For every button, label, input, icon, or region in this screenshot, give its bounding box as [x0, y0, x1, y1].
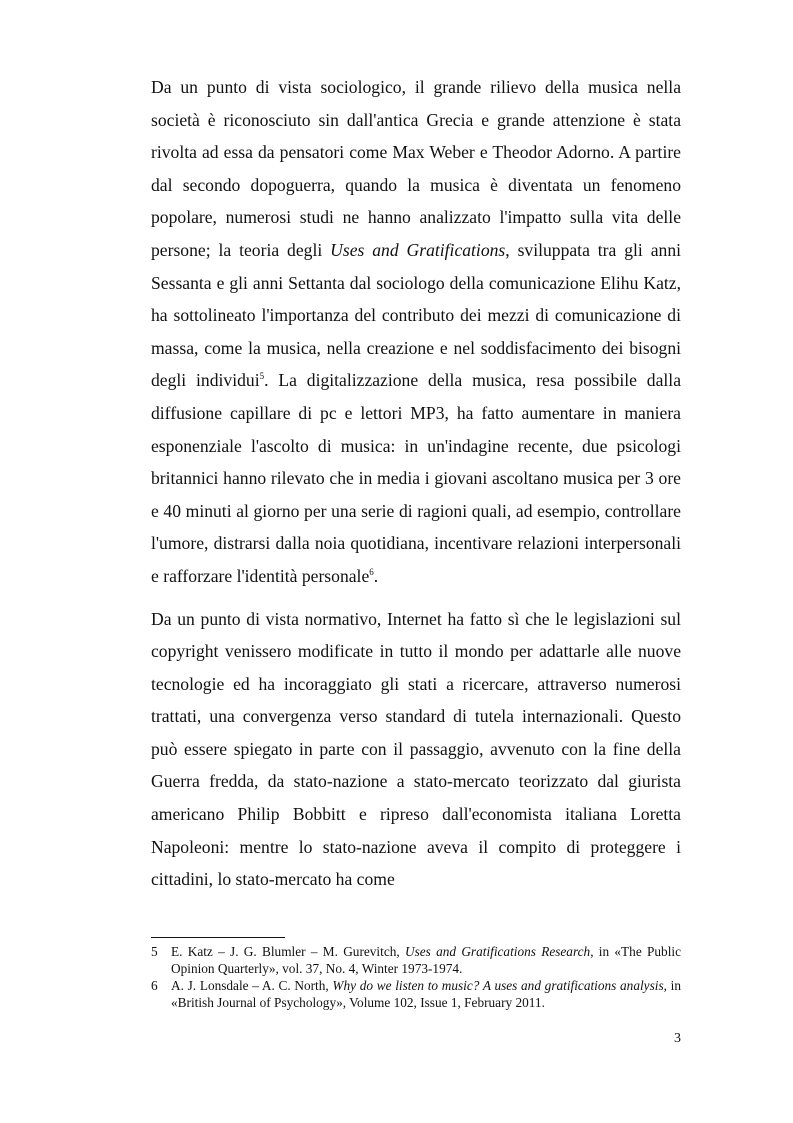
- page-number: 3: [674, 1031, 681, 1046]
- footnotes-section: [151, 937, 681, 1012]
- body-paragraph-2: Da un punto di vista normativo, Internet ha fatto sì che le legislazioni sul copyright venissero modificate in tutto il mondo per adattarle alle nuove tecnologie ed ha incoraggiato gli stati a ricercare, attraverso numerosi trattati, una convergenza verso standard di tutela internazionali. Questo può essere spiegato in parte con il passaggio, avvenuto con la fine della Guerra fredda, da stato-nazione a stato-mercato teorizzato dal giurista americano Philip Bobbitt e ripreso dall'economista italiana Loretta Napoleoni: mentre lo stato-nazione aveva il compito di proteggere i cittadini, lo stato-mercato ha come: [151, 608, 681, 890]
- paragraph-text: Da un punto di vista sociologico, il grande rilievo della musica nella società è riconosciuto sin dall'antica Grecia e grande attenzione è stata rivolta ad essa da pensatori come Max Weber e Theodor Adorno. A partire dal secondo dopoguerra, quando la musica è diventata un fenomeno popolare, numerosi studi ne hanno analizzato l'impatto sulla vita delle persone; la teoria degli: [151, 77, 681, 260]
- footnote-text: A. J. Lonsdale – A. C. North, Why do we listen to music? A uses and gratifications analysis, in «British Journal of Psychology», Volume 102, Issue 1, February 2011.: [171, 978, 681, 1010]
- paragraph-text: .: [373, 565, 379, 586]
- italic-title: Uses and Gratifications: [330, 239, 506, 260]
- footnote-6: [151, 978, 681, 1011]
- page-body: [151, 71, 681, 896]
- footnote-text: E. Katz – J. G. Blumler – M. Gurevitch, Uses and Gratifications Research, in «The Public Opinion Quarterly», vol. 37, No. 4, Winter 1973-1974.: [171, 944, 681, 976]
- paragraph-text: . La digitalizzazione della musica, resa possibile dalla diffusione capillare di pc e lettori MP3, ha fatto aumentare in maniera esponenziale l'ascolto di musica: in un'indagine recente, due psicologi britannici hanno rilevato che in media i giovani ascoltano musica per 3 ore e 40 minuti al giorno per una serie di ragioni quali, ad esempio, controllare l'umore, distrarsi dalla noia quotidiana, incentivare relazioni interpersonali e rafforzare l'identità personale: [151, 370, 681, 586]
- footnote-ref-5[interactable]: 5: [259, 371, 265, 382]
- paragraph-text: , sviluppata tra gli anni Sessanta e gli anni Settanta dal sociologo della comunicazione Elihu Katz, ha sottolineato l'importanza del contributo dei mezzi di comunicazione di massa, come la musica, nella creazione e nel soddisfacimento dei bisogni degli individui: [151, 239, 682, 391]
- footnote-ref-6[interactable]: 6: [369, 566, 374, 577]
- footnote-number: 5: [151, 944, 158, 959]
- footnote-5: [151, 944, 681, 977]
- body-paragraph-1: [151, 71, 681, 593]
- footnote-number: 6: [151, 978, 158, 993]
- footnote-divider: [151, 937, 285, 938]
